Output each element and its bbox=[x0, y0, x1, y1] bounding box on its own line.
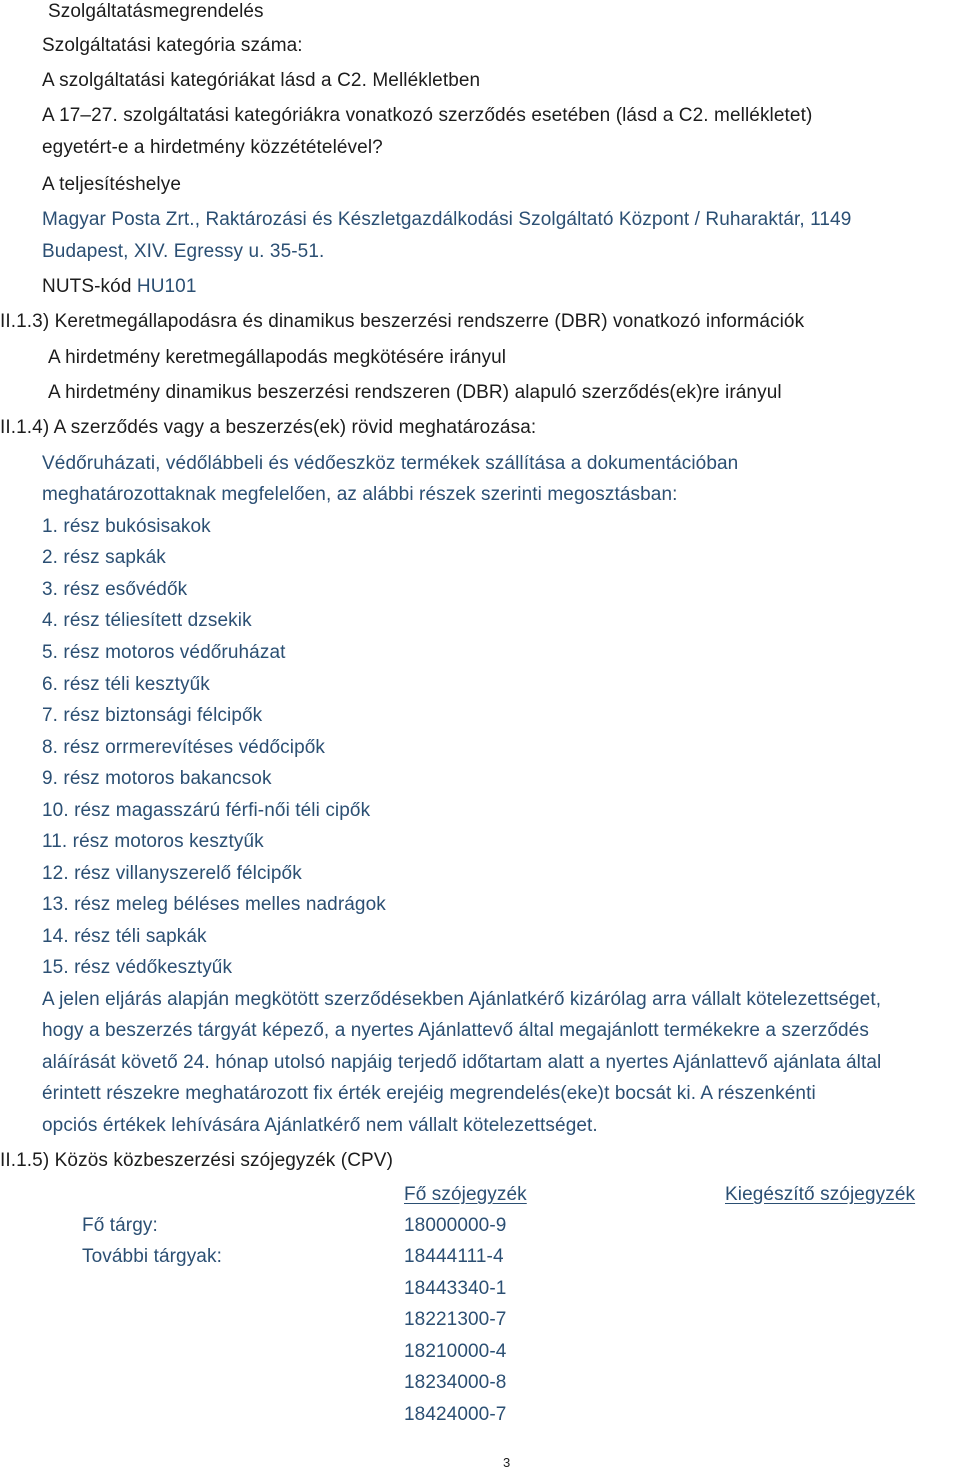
nuts-code: HU101 bbox=[136, 276, 197, 297]
framework-option: A hirdetmény keretmegállapodás megkötésére irányul bbox=[48, 347, 507, 368]
list-item: 12. rész villanyszerelő félcipők bbox=[42, 863, 302, 884]
additional-objects-label: További tárgyak: bbox=[82, 1246, 222, 1267]
list-item: 7. rész biztonsági félcipők bbox=[42, 705, 263, 726]
closing-line: A jelen eljárás alapján megkötött szerződésekben Ajánlatkérő kizárólag arra vállalt kötelezettséget, bbox=[42, 989, 882, 1010]
list-item: 5. rész motoros védőruházat bbox=[42, 642, 286, 663]
page-heading: Szolgáltatásmegrendelés bbox=[48, 1, 264, 22]
cpv-code: 18221300-7 bbox=[404, 1309, 507, 1330]
main-object-label: Fő tárgy: bbox=[82, 1215, 158, 1236]
performance-address-line-1: Magyar Posta Zrt., Raktározási és Készletgazdálkodási Szolgáltató Központ / Ruharaktár, 1149 bbox=[42, 209, 852, 230]
page-number: 3 bbox=[503, 1455, 511, 1470]
list-item: 8. rész orrmerevítéses védőcipők bbox=[42, 737, 326, 758]
category-label: Szolgáltatási kategória száma: bbox=[42, 35, 303, 56]
list-item: 13. rész meleg béléses melles nadrágok bbox=[42, 894, 386, 915]
nuts-row bbox=[42, 275, 197, 299]
list-item: 14. rész téli sapkák bbox=[42, 926, 207, 947]
cpv-code: 18443340-1 bbox=[404, 1278, 507, 1299]
category-note: A szolgáltatási kategóriákat lásd a C2. Mellékletben bbox=[42, 70, 481, 91]
list-item: 10. rész magasszárú férfi-női téli cipők bbox=[42, 800, 371, 821]
list-item: 1. rész bukósisakok bbox=[42, 516, 211, 537]
consent-question-line-1: A 17–27. szolgáltatási kategóriákra vonatkozó szerződés esetében (lásd a C2. mellékletet) bbox=[42, 105, 813, 126]
cpv-code: 18210000-4 bbox=[404, 1341, 507, 1362]
list-item: 4. rész téliesített dzsekik bbox=[42, 610, 252, 631]
closing-line: érintett részekre meghatározott fix érték erejéig megrendelés(eke)t bocsát ki. A részenkénti bbox=[42, 1083, 816, 1104]
cpv-code: 18234000-8 bbox=[404, 1372, 507, 1393]
cpv-main-column-header: Fő szójegyzék bbox=[404, 1184, 527, 1205]
consent-question-line-2: egyetért-e a hirdetmény közzétételével? bbox=[42, 137, 383, 158]
closing-line: hogy a beszerzés tárgyát képező, a nyertes Ajánlattevő által megajánlott termékekre a szerződés bbox=[42, 1020, 869, 1041]
performance-label: A teljesítéshelye bbox=[42, 174, 182, 195]
closing-line: opciós értékek lehívására Ajánlatkérő nem vállalt kötelezettséget. bbox=[42, 1115, 598, 1136]
dbr-option: A hirdetmény dinamikus beszerzési rendszeren (DBR) alapuló szerződés(ek)re irányul bbox=[48, 382, 782, 403]
section-ii-1-4-heading: II.1.4) A szerződés vagy a beszerzés(ek) rövid meghatározása: bbox=[0, 417, 537, 438]
nuts-label: NUTS-kód bbox=[42, 276, 132, 297]
list-item: 2. rész sapkák bbox=[42, 547, 166, 568]
cpv-code: 18424000-7 bbox=[404, 1404, 507, 1425]
section-ii-1-3-heading: II.1.3) Keretmegállapodásra és dinamikus beszerzési rendszerre (DBR) vonatkozó információk bbox=[0, 311, 805, 332]
list-item: 3. rész esővédők bbox=[42, 579, 188, 600]
list-item: 6. rész téli kesztyűk bbox=[42, 674, 210, 695]
closing-line: aláírását követő 24. hónap utolsó napjáig terjedő időtartam alatt a nyertes Ajánlattevő ajánlata által bbox=[42, 1052, 882, 1073]
list-item: 15. rész védőkesztyűk bbox=[42, 957, 233, 978]
list-item: 11. rész motoros kesztyűk bbox=[42, 831, 264, 852]
cpv-code: 18444111-4 bbox=[404, 1246, 504, 1267]
description-intro-line-2: meghatározottaknak megfelelően, az alábbi részek szerinti megosztásban: bbox=[42, 484, 678, 505]
cpv-extra-column-header: Kiegészítő szójegyzék bbox=[725, 1184, 916, 1205]
main-object-code: 18000000-9 bbox=[404, 1215, 507, 1236]
section-ii-1-5-heading: II.1.5) Közös közbeszerzési szójegyzék (CPV) bbox=[0, 1150, 393, 1171]
performance-address-line-2: Budapest, XIV. Egressy u. 35-51. bbox=[42, 241, 325, 262]
description-intro-line-1: Védőruházati, védőlábbeli és védőeszköz termékek szállítása a dokumentációban bbox=[42, 453, 739, 474]
list-item: 9. rész motoros bakancsok bbox=[42, 768, 272, 789]
